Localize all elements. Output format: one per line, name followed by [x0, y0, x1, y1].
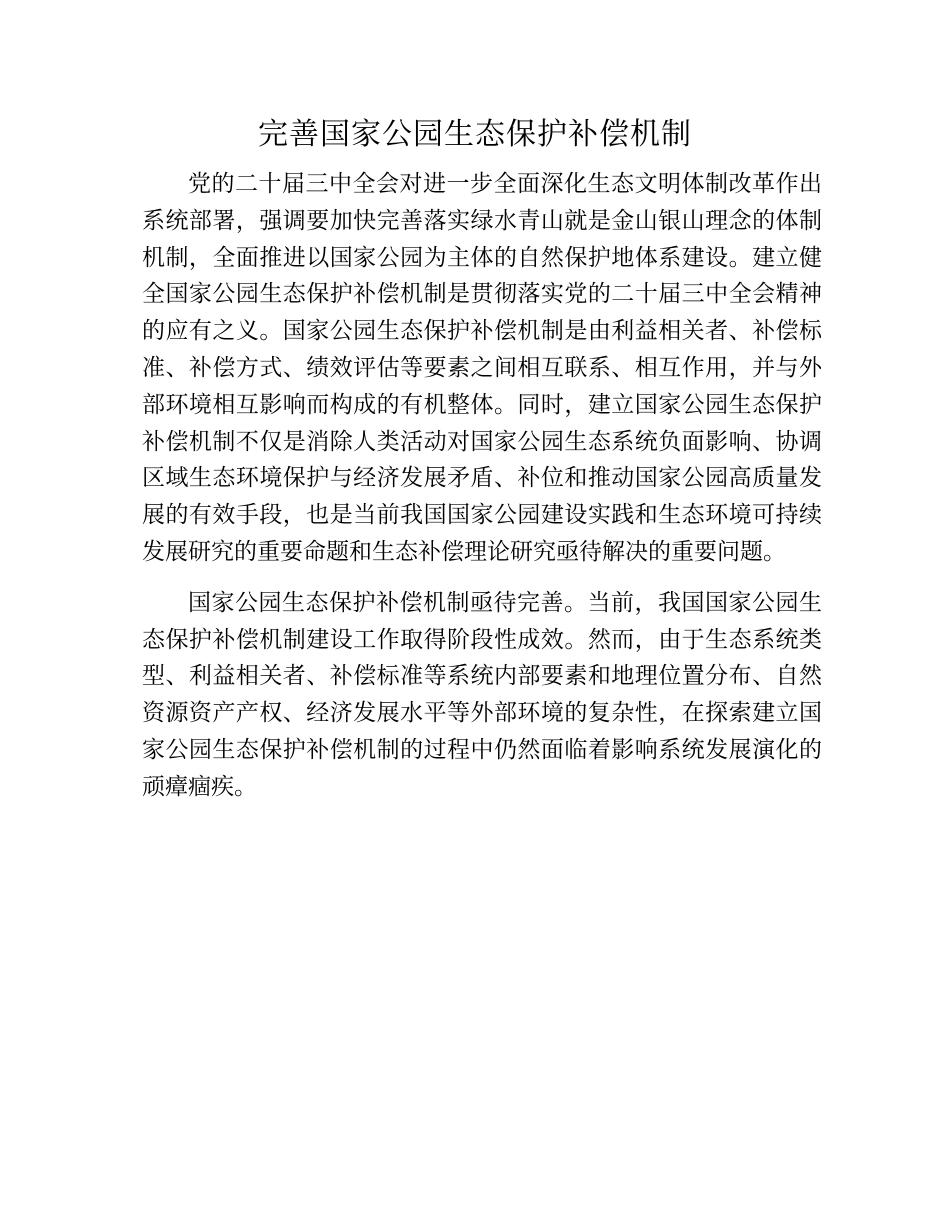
paragraph-1: 党的二十届三中全会对进一步全面深化生态文明体制改革作出系统部署，强调要加快完善落实绿水青山就是金山银山理念的体制机制，全面推进以国家公园为主体的自然保护地体系建设。建立健全国家公园生态保护补偿机制是贯彻落实党的二十届三中全会精神的应有之义。国家公园生态保护补偿机制是由利益相关者、补偿标准、补偿方式、绩效评估等要素之间相互联系、相互作用，并与外部环境相互影响而构成的有机整体。同时，建立国家公园生态保护补偿机制不仅是消除人类活动对国家公园生态系统负面影响、协调区域生态环境保护与经济发展矛盾、补位和推动国家公园高质量发展的有效手段，也是当前我国国家公园建设实践和生态环境可持续发展研究的重要命题和生态补偿理论研究亟待解决的重要问题。: [142, 171, 822, 565]
document-body: [142, 166, 822, 806]
document-title: 完善国家公园生态保护补偿机制: [258, 117, 692, 152]
paragraph-2: 国家公园生态保护补偿机制亟待完善。当前，我国国家公园生态保护补偿机制建设工作取得阶段性成效。然而，由于生态系统类型、利益相关者、补偿标准等系统内部要素和地理位置分布、自然资源资产产权、经济发展水平等外部环境的复杂性，在探索建立国家公园生态保护补偿机制的过程中仍然面临着影响系统发展演化的顽瘴痼疾。: [142, 589, 822, 800]
